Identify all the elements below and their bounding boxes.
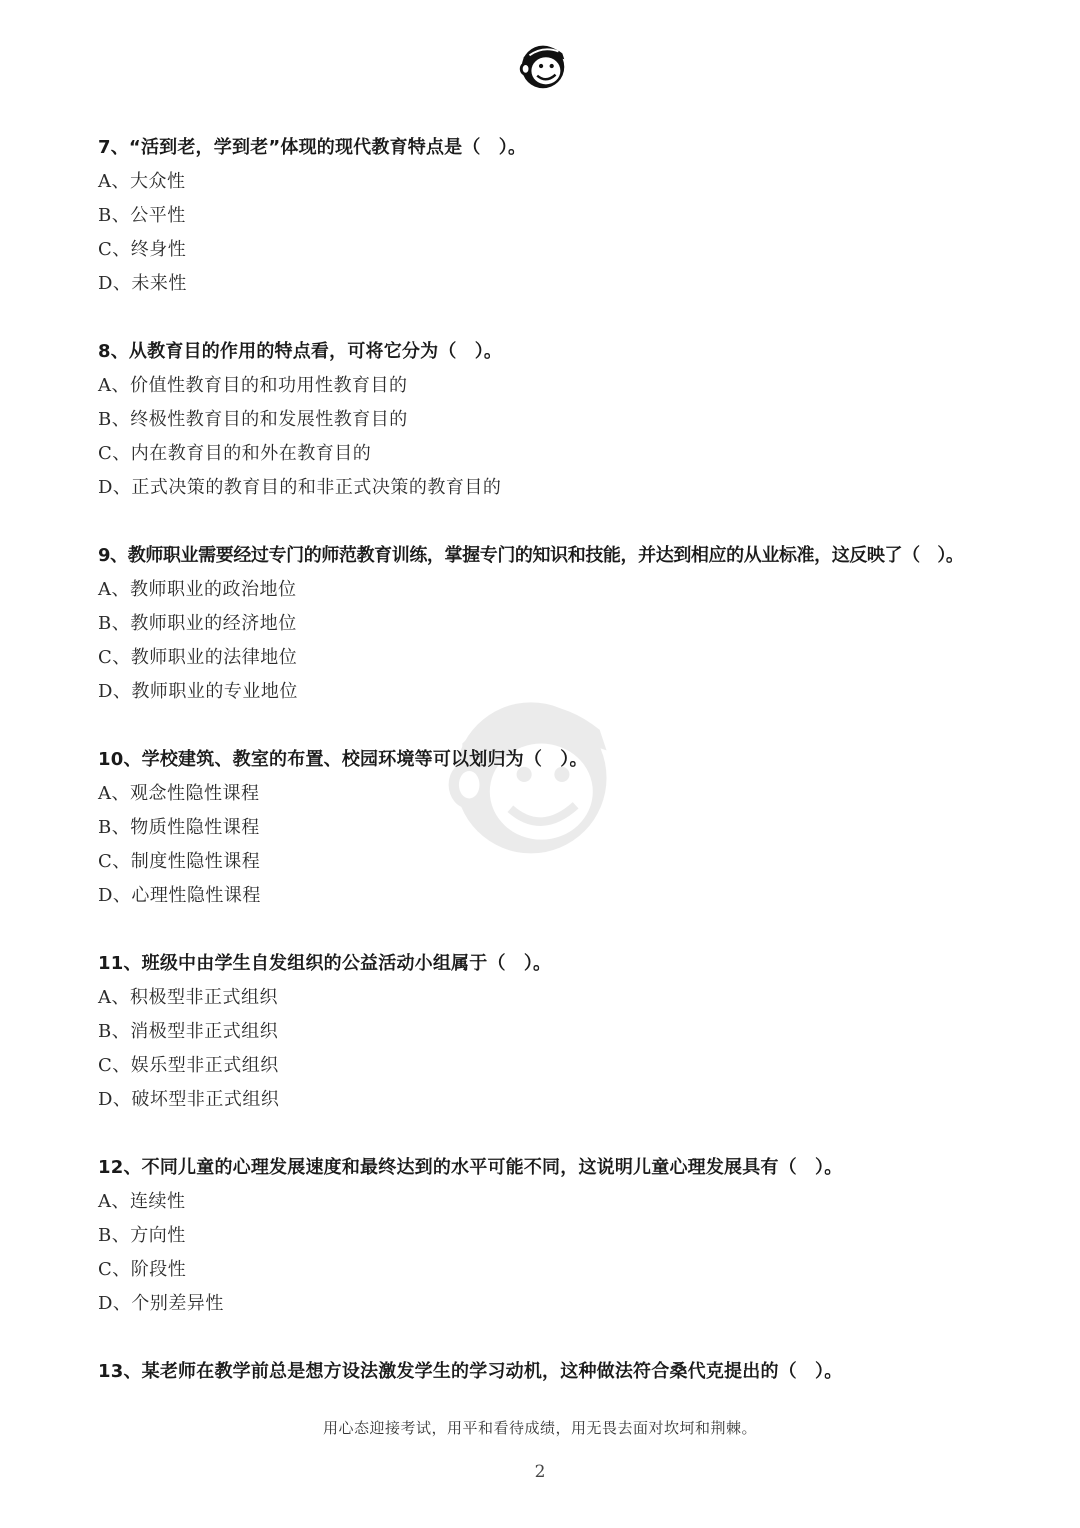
question-10 bbox=[98, 748, 998, 908]
question-7 bbox=[98, 136, 998, 296]
option-a: A、教师职业的政治地位 bbox=[98, 579, 297, 600]
option-c: C、娱乐型非正式组织 bbox=[98, 1055, 279, 1076]
question-title: 10、学校建筑、教室的布置、校园环境等可以划归为（ ）。 bbox=[98, 749, 588, 770]
question-13 bbox=[98, 1360, 998, 1384]
option-c: C、阶段性 bbox=[98, 1259, 187, 1280]
option-a: A、观念性隐性课程 bbox=[98, 783, 260, 804]
option-d: D、正式决策的教育目的和非正式决策的教育目的 bbox=[98, 477, 502, 498]
option-c: C、制度性隐性课程 bbox=[98, 851, 261, 872]
monkey-mascot-icon bbox=[514, 36, 572, 94]
question-11 bbox=[98, 952, 998, 1112]
option-a: A、价值性教育目的和功用性教育目的 bbox=[98, 375, 408, 396]
option-b: B、消极型非正式组织 bbox=[98, 1021, 279, 1042]
option-d: D、未来性 bbox=[98, 273, 187, 294]
option-b: B、教师职业的经济地位 bbox=[98, 613, 297, 634]
option-c: C、终身性 bbox=[98, 239, 187, 260]
page-number: 2 bbox=[534, 1462, 546, 1482]
option-c: C、内在教育目的和外在教育目的 bbox=[98, 443, 372, 464]
question-title: 8、从教育目的作用的特点看，可将它分为（ ）。 bbox=[98, 341, 503, 362]
footer-motto: 用心态迎接考试，用平和看待成绩，用无畏去面对坎坷和荆棘。 bbox=[322, 1419, 757, 1437]
option-b: B、物质性隐性课程 bbox=[98, 817, 260, 838]
option-a: A、连续性 bbox=[98, 1191, 186, 1212]
option-d: D、心理性隐性课程 bbox=[98, 885, 261, 906]
option-d: D、破坏型非正式组织 bbox=[98, 1089, 280, 1110]
option-b: B、方向性 bbox=[98, 1225, 186, 1246]
question-title: 13、某老师在教学前总是想方设法激发学生的学习动机，这种做法符合桑代克提出的（ ）。 bbox=[98, 1361, 843, 1382]
option-d: D、教师职业的专业地位 bbox=[98, 681, 298, 702]
option-a: A、积极型非正式组织 bbox=[98, 987, 278, 1008]
question-8 bbox=[98, 340, 998, 500]
option-b: B、公平性 bbox=[98, 205, 186, 226]
question-title: 7、“活到老，学到老”体现的现代教育特点是（ ）。 bbox=[98, 137, 527, 158]
option-a: A、大众性 bbox=[98, 171, 186, 192]
question-title: 12、不同儿童的心理发展速度和最终达到的水平可能不同，这说明儿童心理发展具有（ ）。 bbox=[98, 1157, 843, 1178]
question-title: 11、班级中由学生自发组织的公益活动小组属于（ ）。 bbox=[98, 953, 552, 974]
question-title: 9、教师职业需要经过专门的师范教育训练，掌握专门的知识和技能，并达到相应的从业标准，这反映了（ ）。 bbox=[98, 545, 964, 566]
question-12 bbox=[98, 1156, 998, 1316]
option-c: C、教师职业的法律地位 bbox=[98, 647, 298, 668]
option-b: B、终极性教育目的和发展性教育目的 bbox=[98, 409, 408, 430]
question-9 bbox=[98, 544, 998, 704]
option-d: D、个别差异性 bbox=[98, 1293, 224, 1314]
